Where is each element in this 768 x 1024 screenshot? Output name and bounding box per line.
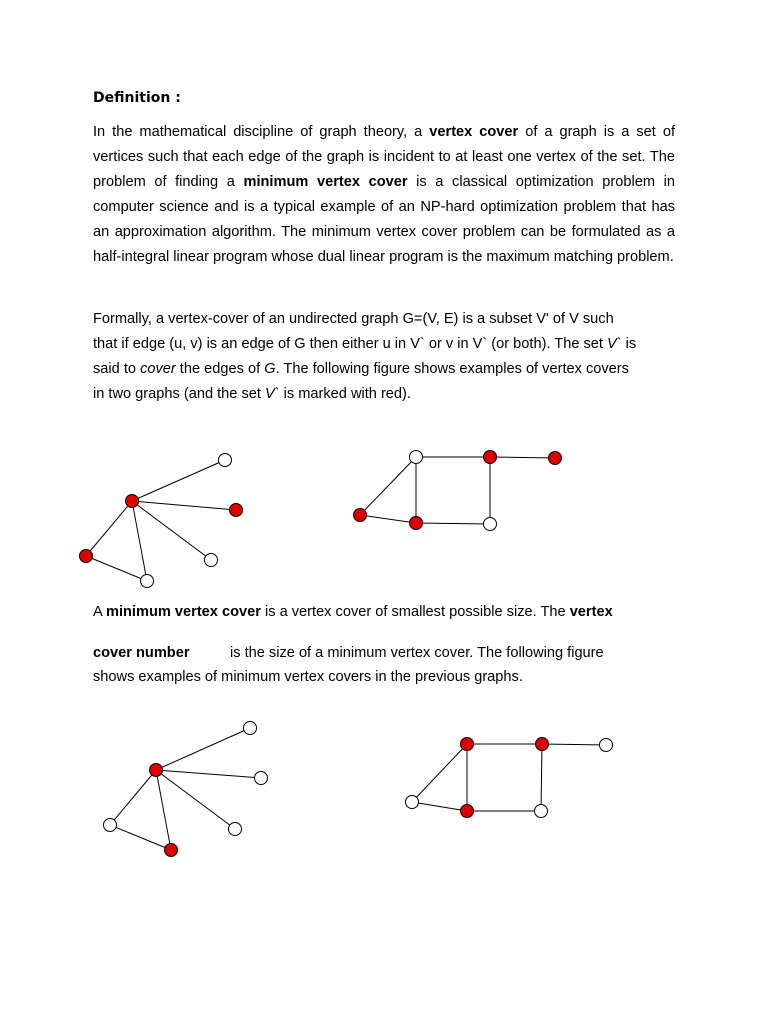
p2-line-4-a: in two graphs (and the set <box>93 386 265 402</box>
p2-line-3-cover: cover <box>140 361 176 377</box>
p2-line-1: Formally, a vertex-cover of an undirected graph G=(V, E) is a subset V' of V such <box>93 311 614 327</box>
graph-1-minimum-cover <box>104 722 268 857</box>
min-graph-2-node-tl <box>461 738 474 751</box>
p2-line-2-text: that if edge (u, v) is an edge of G then either u in V` or v in V` (or both). The set <box>93 336 608 352</box>
graph-2-node-bl <box>410 517 423 530</box>
graph-2-node-left <box>354 509 367 522</box>
min-graph-1-node-b <box>255 772 268 785</box>
definition-heading: Definition : <box>93 90 181 106</box>
graph-2-node-tail <box>549 452 562 465</box>
graph-1-center-node <box>126 495 139 508</box>
min-graph-1-node-e <box>104 819 117 832</box>
p2-line-3-b: the edges of <box>175 361 265 377</box>
min-graph-1-node-c <box>229 823 242 836</box>
term-minimum-vertex-cover-2: minimum vertex cover <box>105 604 261 620</box>
graph-2-node-br <box>484 518 497 531</box>
graph-1-node-d <box>141 575 154 588</box>
graph-1-node-a <box>219 454 232 467</box>
p2-line-3-a: said to <box>93 361 141 377</box>
graph-2-vertex-cover <box>354 451 562 531</box>
term-vertex: vertex <box>569 604 613 620</box>
p3-a: A <box>93 604 106 620</box>
min-graph-2-node-tail <box>600 739 613 752</box>
p3-line-2b: is the size of a minimum vertex cover. The following figure <box>230 645 604 661</box>
graph-1-node-b <box>230 504 243 517</box>
p1-text-2: of a graph is a set of vertices such that each edge of the graph is incident to at least one vertex of the set. The problem of finding a <box>93 124 675 190</box>
min-graph-1-node-a <box>244 722 257 735</box>
p3-line-3: shows examples of minimum vertex covers in the previous graphs. <box>93 669 523 685</box>
min-graph-1-center-node <box>150 764 163 777</box>
p2-line-3-g: G <box>264 361 276 377</box>
min-graph-1-node-d <box>165 844 178 857</box>
p2-line-2-end: is <box>621 336 637 352</box>
p3-text-1: is a vertex cover of smallest possible size. The <box>260 604 570 620</box>
p2-line-4-italic: V` <box>264 386 280 402</box>
min-graph-2-node-tr <box>536 738 549 751</box>
p1-text-1: In the mathematical discipline of graph theory, a <box>93 124 430 140</box>
graph-2-node-tl <box>410 451 423 464</box>
term-minimum-vertex-cover: minimum vertex cover <box>243 174 408 190</box>
p2-line-2-italic: V` <box>607 336 622 352</box>
p1-text-3: is a classical optimization problem in computer science and is a typical example of an NP-hard optimization problem that has an approximation algorithm. The minimum vertex cover problem can be formulated as a half-integral linear program whose dual linear program is the maximum matching problem. <box>93 174 675 265</box>
term-vertex-cover: vertex cover <box>429 124 519 140</box>
p2-line-4-b: is marked with red). <box>279 386 411 402</box>
graph-2-minimum-cover <box>406 738 613 818</box>
graph-1-vertex-cover <box>80 454 243 588</box>
p2-line-3-c: . The following figure shows examples of vertex covers <box>275 361 629 377</box>
min-graph-2-node-left <box>406 796 419 809</box>
term-cover-number: cover number <box>93 645 190 661</box>
min-graph-2-node-br <box>535 805 548 818</box>
graph-1-node-e <box>80 550 93 563</box>
graph-2-node-tr <box>484 451 497 464</box>
min-graph-2-node-bl <box>461 805 474 818</box>
graph-1-node-c <box>205 554 218 567</box>
